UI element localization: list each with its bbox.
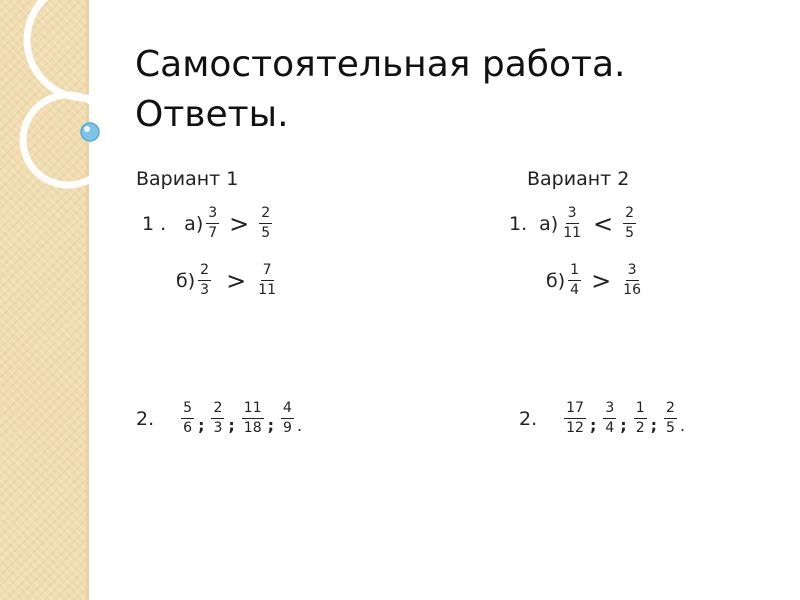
separator: ; [198,416,205,435]
numerator: 3 [603,400,616,419]
task-number: 2. [519,407,538,430]
fraction [206,205,219,242]
title-line-1: Самостоятельная работа. [135,44,626,85]
fraction [621,262,643,299]
decorative-side-panel [0,0,86,600]
fraction [211,400,224,437]
denominator: 11 [258,282,276,298]
fraction [259,205,272,242]
denominator: 4 [605,420,615,436]
variant1-task1-b [176,262,281,299]
numerator: 2 [664,400,677,419]
numerator: 11 [242,400,264,419]
item-label: а) [184,212,204,235]
variant2-task2 [519,400,685,437]
separator: ; [267,416,275,435]
numerator: 3 [206,205,219,224]
fraction [664,400,677,437]
title-line-2: Ответы. [135,94,289,135]
task-number: 2. [136,407,155,430]
variant1-heading: Вариант 1 [136,168,239,190]
fraction [634,400,647,437]
end-period: . [679,416,686,435]
item-label: б) [176,269,196,292]
denominator: 4 [570,282,580,298]
denominator: 5 [625,225,635,241]
numerator: 2 [198,262,211,281]
task-number: 1. [509,212,528,235]
fraction [561,205,583,242]
item-label: а) [539,212,559,235]
numerator: 4 [281,400,294,419]
denominator: 3 [213,420,223,436]
numerator: 2 [623,205,636,224]
denominator: 5 [666,420,675,436]
denominator: 11 [563,225,582,241]
numerator: 5 [181,400,194,419]
denominator: 9 [283,420,292,436]
variant2-task1-a [509,205,639,242]
fraction [281,400,294,437]
numerator: 2 [211,400,224,419]
separator: ; [620,416,627,435]
variant1-task2 [136,400,302,437]
denominator: 7 [208,225,218,241]
denominator: 12 [566,420,584,436]
denominator: 3 [200,282,210,298]
separator: ; [228,416,235,435]
numerator: 7 [261,262,274,281]
numerator: 1 [634,400,647,419]
denominator: 18 [243,420,262,436]
variant1-task1-a [142,205,275,242]
denominator: 16 [623,282,641,298]
numerator: 2 [259,205,272,224]
numerator: 17 [564,400,586,419]
denominator: 6 [183,420,193,436]
fraction [564,400,586,437]
relation-sign: > [229,209,250,238]
fraction [603,400,616,437]
fraction [181,400,194,437]
relation-sign: > [226,266,247,295]
item-label: б) [546,269,566,292]
end-period: . [296,416,303,435]
separator: ; [650,416,658,435]
relation-sign: > [591,266,612,295]
denominator: 2 [635,420,645,436]
fraction [568,262,581,299]
fraction [242,400,264,437]
denominator: 5 [261,225,271,241]
fraction [198,262,211,299]
relation-sign: < [593,209,614,238]
numerator: 3 [626,262,639,281]
numerator: 1 [568,262,581,281]
variant2-heading: Вариант 2 [527,168,630,190]
variant2-task1-b [546,262,646,299]
numerator: 3 [566,205,579,224]
separator: ; [589,416,597,435]
side-panel-border [86,0,89,600]
fraction [256,262,278,299]
fraction [623,205,636,242]
task-number: 1 . [142,212,167,235]
page-title [135,40,625,140]
